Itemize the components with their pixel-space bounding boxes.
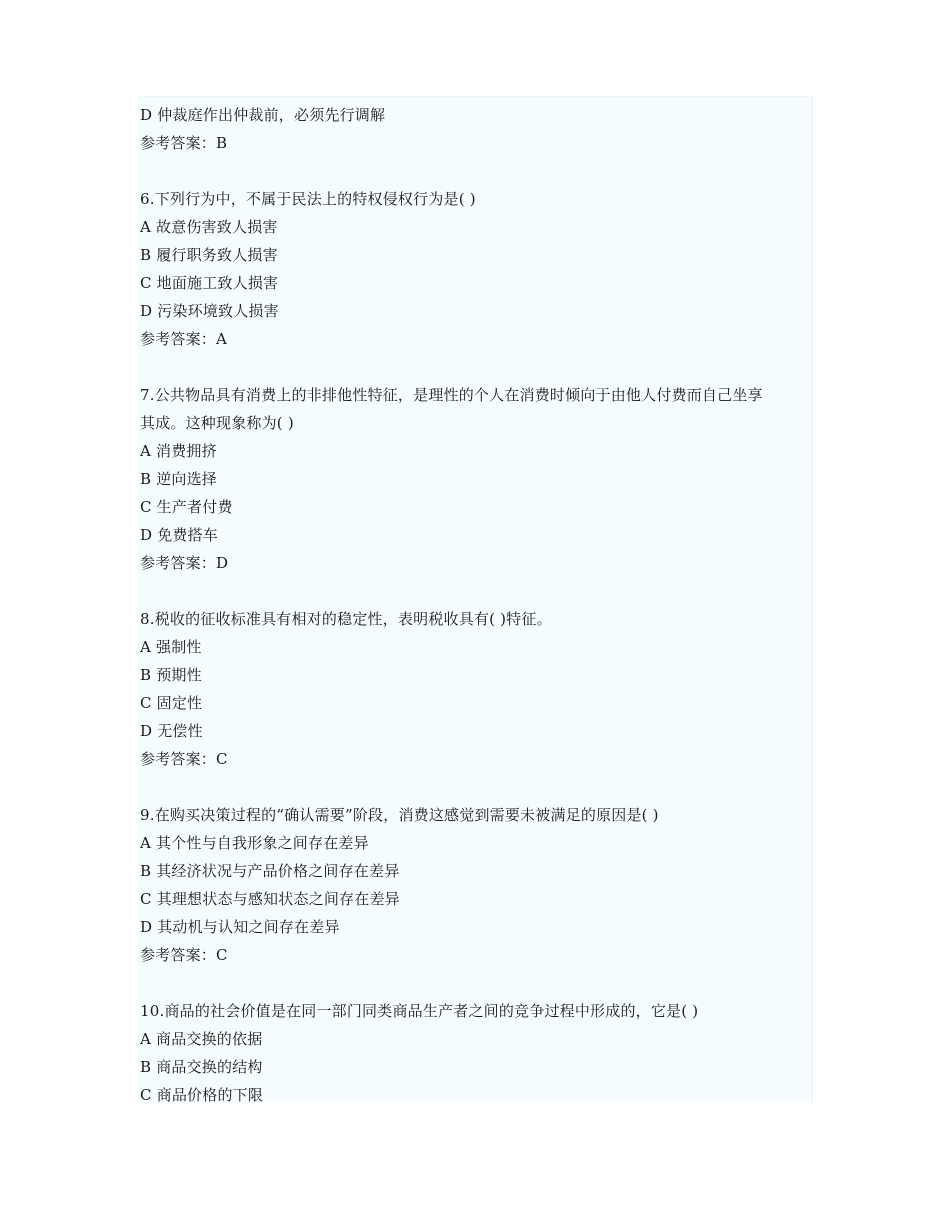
option-line: D 仲裁庭作出仲裁前，必须先行调解 [140, 106, 386, 124]
option-line: B 商品交换的结构 [140, 1058, 263, 1076]
question-10: 10.商品的社会价值是在同一部门同类商品生产者之间的竞争过程中形成的，它是( ) [140, 1002, 699, 1020]
option-line: D 其动机与认知之间存在差异 [140, 918, 340, 936]
option-line: A 故意伤害致人损害 [140, 218, 278, 236]
option-line: B 履行职务致人损害 [140, 246, 278, 264]
option-line: D 无偿性 [140, 722, 203, 740]
question-6: 6.下列行为中，不属于民法上的特权侵权行为是( ) [140, 190, 476, 208]
answer-line: 参考答案：C [140, 946, 228, 964]
answer-line: 参考答案：C [140, 750, 228, 768]
document-content [138, 96, 813, 1103]
option-line: A 商品交换的依据 [140, 1030, 263, 1048]
option-line: C 其理想状态与感知状态之间存在差异 [140, 890, 400, 908]
answer-line: 参考答案：B [140, 134, 228, 152]
question-8: 8.税收的征收标准具有相对的稳定性，表明税收具有( )特征。 [140, 610, 552, 628]
option-line: D 免费搭车 [140, 526, 218, 544]
option-line: A 强制性 [140, 638, 202, 656]
option-line: C 地面施工致人损害 [140, 274, 279, 292]
question-7-cont: 其成。这种现象称为( ) [140, 414, 294, 432]
option-line: B 其经济状况与产品价格之间存在差异 [140, 862, 400, 880]
option-line: B 逆向选择 [140, 470, 217, 488]
option-line: A 其个性与自我形象之间存在差异 [140, 834, 369, 852]
option-line: B 预期性 [140, 666, 202, 684]
option-line: D 污染环境致人损害 [140, 302, 279, 320]
answer-line: 参考答案：D [140, 554, 229, 572]
option-line: C 固定性 [140, 694, 203, 712]
option-line: C 生产者付费 [140, 498, 233, 516]
option-line: C 商品价格的下限 [140, 1086, 264, 1103]
question-9: 9.在购买决策过程的“确认需要”阶段，消费这感觉到需要未被满足的原因是( ) [140, 806, 659, 824]
question-7: 7.公共物品具有消费上的非排他性特征，是理性的个人在消费时倾向于由他人付费而自己坐享 [140, 386, 763, 404]
answer-line: 参考答案：A [140, 330, 228, 348]
option-line: A 消费拥挤 [140, 442, 217, 460]
